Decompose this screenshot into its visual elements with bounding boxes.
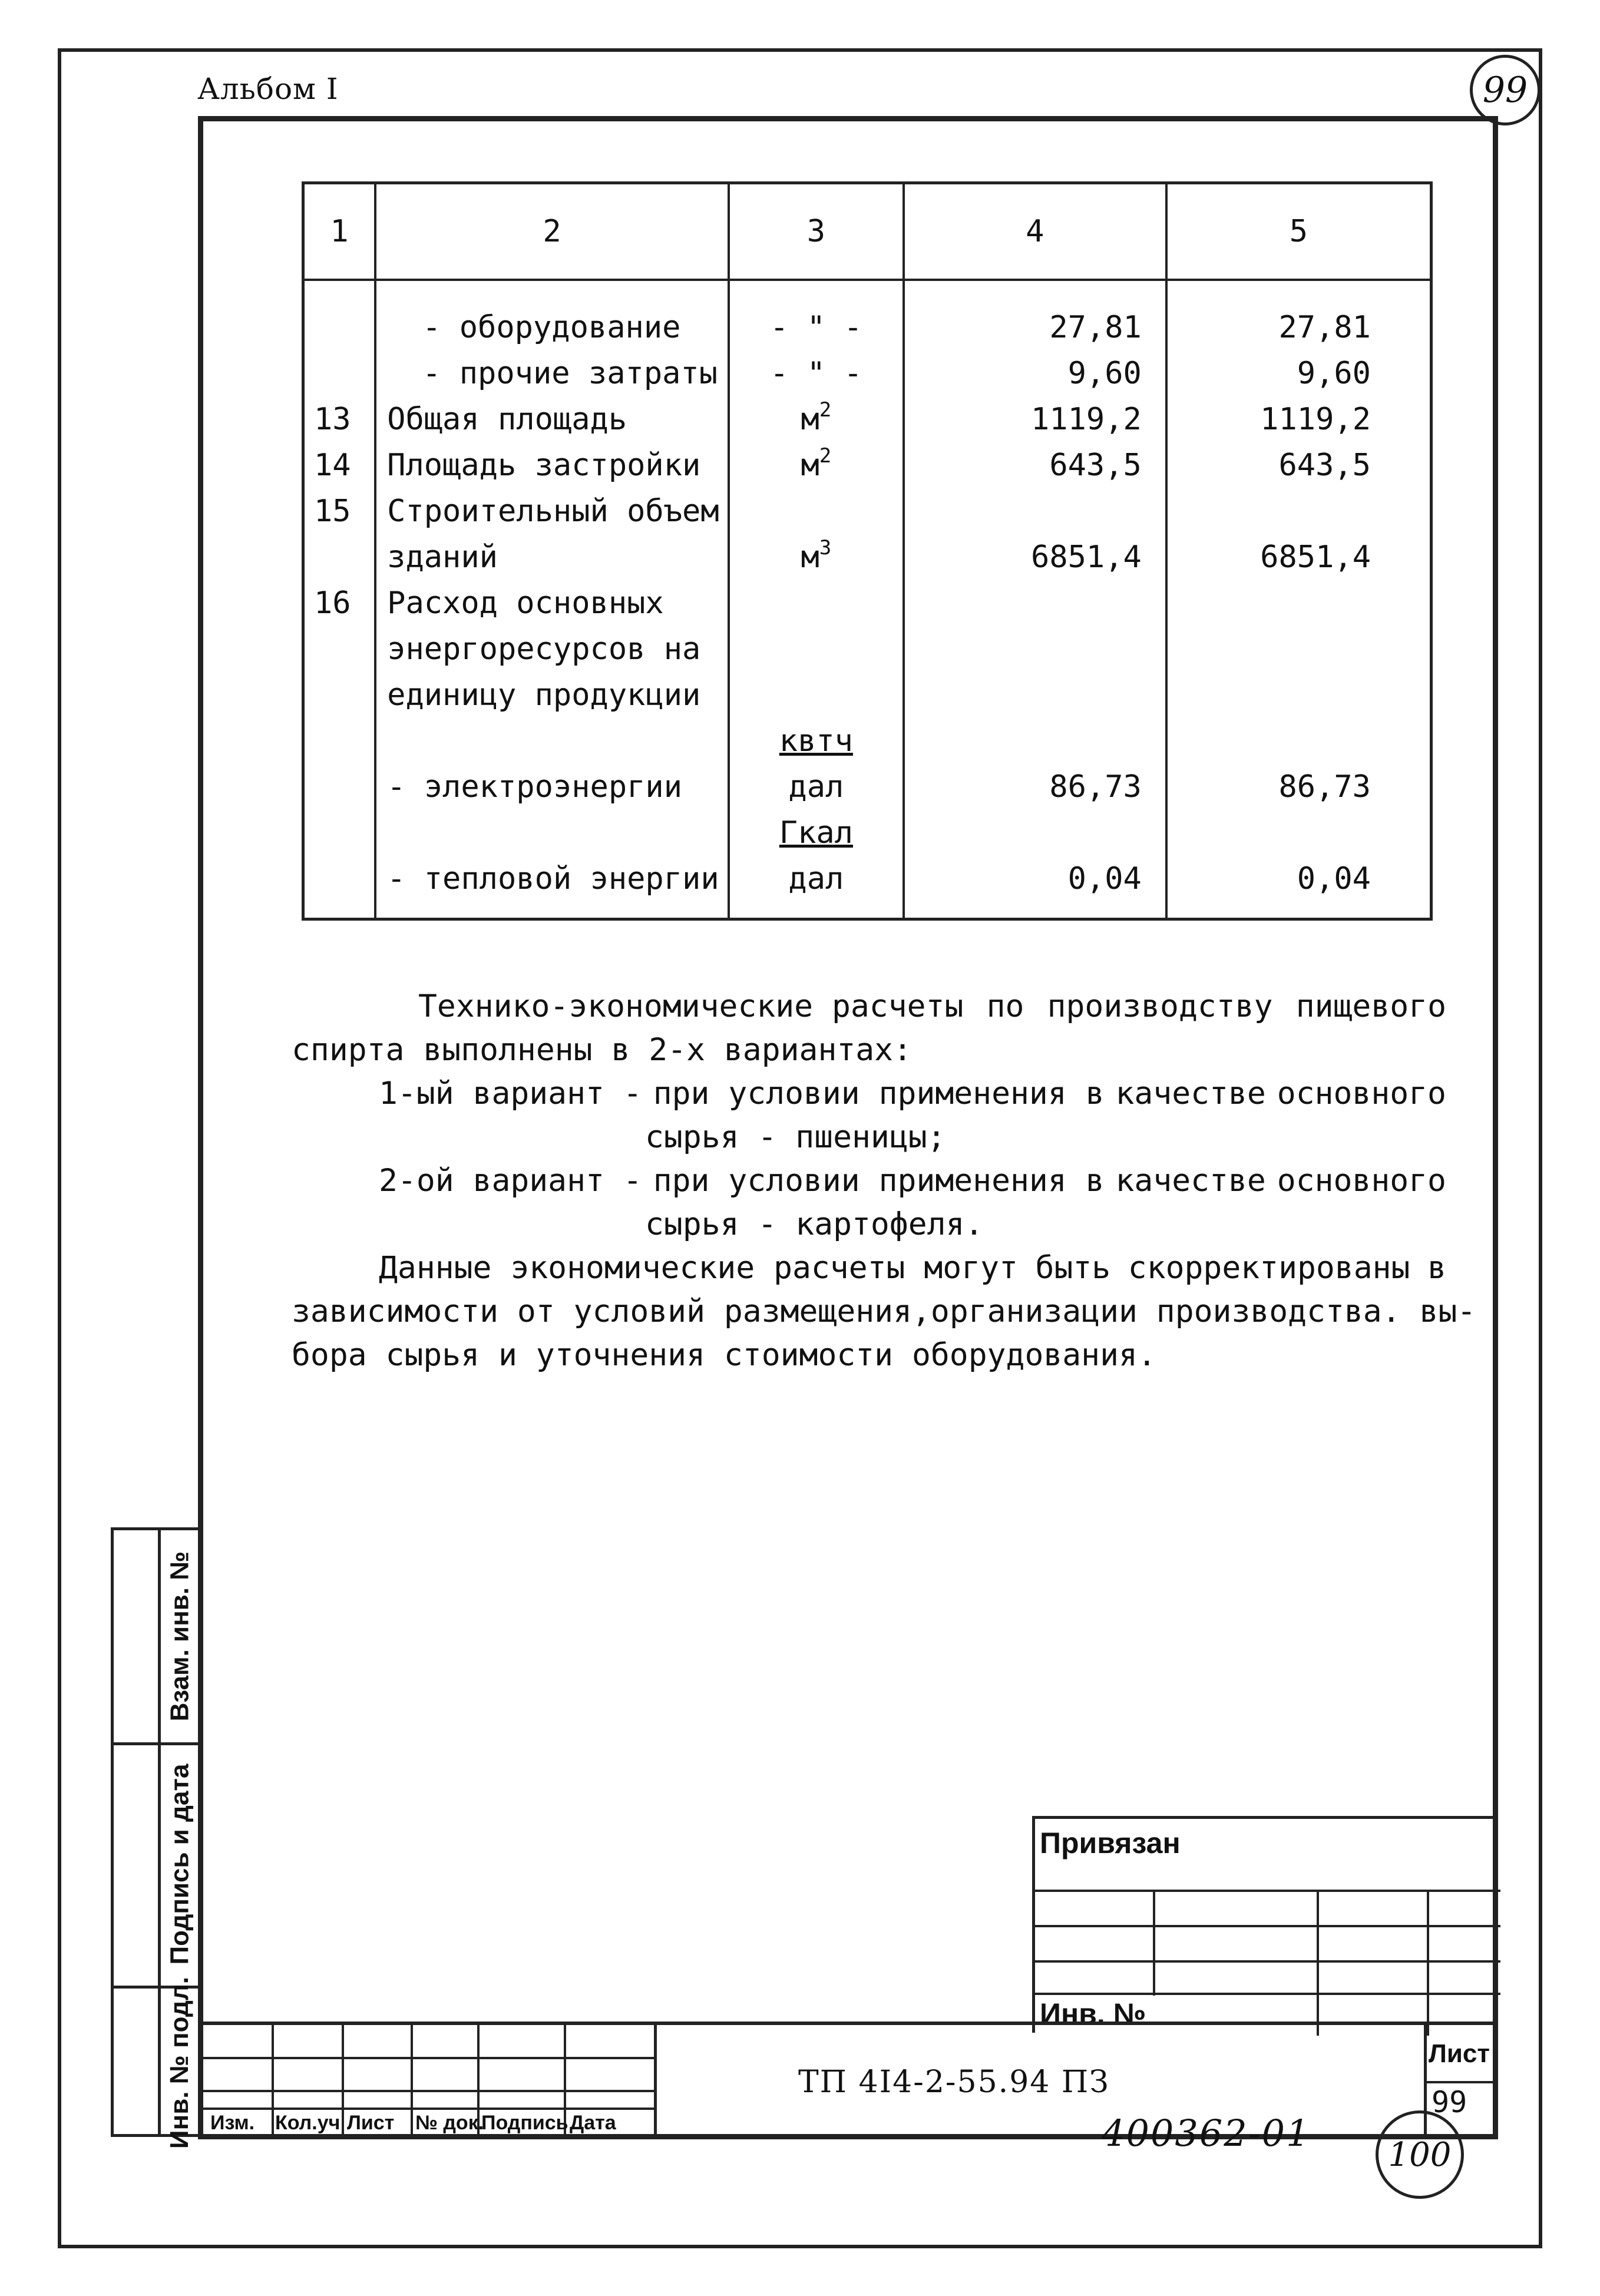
table-cell: 27,81 <box>1049 310 1142 345</box>
col-head-date: Дата <box>570 2112 616 2134</box>
table-cell: 15 <box>314 494 351 529</box>
text-line: бора сырья и уточнения стоимости оборудования. <box>292 1337 1156 1373</box>
table-cell: $м^3$ <box>801 536 832 575</box>
variant-1-cont: сырья - пшеницы; <box>645 1119 946 1155</box>
table-cell: энергоресурсов на <box>387 631 701 667</box>
table-cell <box>305 305 374 350</box>
table-header-row <box>303 183 1432 280</box>
table-cell <box>376 718 728 764</box>
table-cell <box>305 626 374 672</box>
explanatory-text <box>292 985 1476 1377</box>
table-cell <box>305 672 374 718</box>
table-cell <box>905 672 1165 718</box>
variant-1-line: 1-ый вариант - при условии применения в качестве основного <box>379 1076 1446 1111</box>
table-cell <box>305 534 374 580</box>
col-header-5: 5 <box>1166 183 1432 280</box>
table-cell: 86,73 <box>1278 769 1371 805</box>
table-cell: 9,60 <box>1297 356 1371 391</box>
col-header-4: 4 <box>904 183 1166 280</box>
table-cell <box>305 810 374 856</box>
col-header-1: 1 <box>303 183 376 280</box>
table-cell: 16 <box>314 585 351 621</box>
unit-exponent: 3 <box>819 536 832 560</box>
table-cell: Расход основных <box>387 585 664 621</box>
col-indicator <box>375 280 729 919</box>
table-cell <box>305 764 374 810</box>
table-cell: 6851,4 <box>1031 540 1142 575</box>
table-cell: - прочие затраты <box>422 356 718 391</box>
col-head-sheet: Лист <box>347 2112 395 2134</box>
table-cell: дал <box>788 769 844 805</box>
col-value-b <box>1166 280 1432 919</box>
album-label: Альбом I <box>197 72 339 106</box>
page-number-bottom: 100 <box>1376 2110 1464 2199</box>
side-label-replaced-inv: Взам. инв. № <box>165 1551 194 1722</box>
table-cell <box>305 350 374 396</box>
table-cell: Строительный объем <box>387 494 719 529</box>
table-cell: - " - <box>770 356 862 391</box>
table-cell: зданий <box>387 540 498 575</box>
table-cell: - тепловой энергии <box>387 861 719 896</box>
table-cell: 86,73 <box>1049 769 1142 805</box>
table-cell: 1119,2 <box>1260 402 1371 437</box>
table-cell: дал <box>788 861 844 896</box>
table-cell <box>905 488 1165 534</box>
table-cell: - " - <box>770 310 862 345</box>
table-cell <box>1168 718 1430 764</box>
table-cell: 14 <box>314 448 351 483</box>
table-cell <box>1168 672 1430 718</box>
table-cell: 9,60 <box>1067 356 1142 391</box>
table-cell: 6851,4 <box>1260 540 1371 575</box>
side-label-signature-date: Подпись и дата <box>165 1764 194 1964</box>
side-signature-strip <box>111 1527 198 2149</box>
table-cell: 0,04 <box>1067 861 1142 896</box>
table-cell <box>1168 580 1430 626</box>
table-cell: $м^2$ <box>801 398 832 437</box>
table-cell <box>1168 810 1430 856</box>
col-number <box>303 280 376 919</box>
table-cell: - электроэнергии <box>387 769 683 805</box>
binding-stamp <box>1032 1816 1497 2033</box>
table-cell: Гкал <box>779 815 853 851</box>
table-cell: Общая площадь <box>387 402 627 437</box>
unit-exponent: 2 <box>819 444 832 468</box>
variant-2-cont: сырья - картофеля. <box>645 1206 984 1242</box>
variant-2-line: 2-ой вариант - при условии применения в качестве основного <box>379 1163 1446 1199</box>
table-cell: $м^2$ <box>801 444 832 483</box>
text-line: спирта выполнены в 2-х вариантах: <box>292 1032 912 1068</box>
table-cell <box>905 810 1165 856</box>
col-head-doc: № док. <box>415 2112 484 2134</box>
col-unit <box>729 280 904 919</box>
sheet-label: Лист <box>1429 2039 1490 2068</box>
table-cell: 13 <box>314 402 351 437</box>
archive-number: 400362-01 <box>1102 2112 1311 2155</box>
table-cell: единицу продукции <box>387 677 701 713</box>
table-cell: 27,81 <box>1278 310 1371 345</box>
table-cell: 1119,2 <box>1031 402 1142 437</box>
table-cell: 643,5 <box>1278 448 1371 483</box>
col-value-a <box>904 280 1166 919</box>
table-cell <box>1168 626 1430 672</box>
table-cell: 643,5 <box>1049 448 1142 483</box>
inv-number-label: Инв. № <box>1040 1997 1146 2030</box>
table-body-row <box>303 280 1432 919</box>
table-cell: Площадь застройки <box>387 448 701 483</box>
table-cell <box>730 672 903 718</box>
table-cell <box>905 580 1165 626</box>
indicators-table <box>302 181 1433 921</box>
table-cell <box>376 810 728 856</box>
table-cell <box>305 718 374 764</box>
text-line: зависимости от условий размещения, организации производства. вы- <box>292 1293 1476 1329</box>
col-head-qty: Кол.уч <box>275 2112 341 2134</box>
page-number-top: 99 <box>1470 55 1541 125</box>
sheet-number: 99 <box>1432 2085 1467 2119</box>
table-cell <box>1168 488 1430 534</box>
table-cell: квтч <box>779 723 853 759</box>
table-cell <box>730 488 903 534</box>
table-cell <box>730 580 903 626</box>
table-cell <box>905 718 1165 764</box>
col-head-signature: Подпись <box>481 2112 568 2134</box>
document-code: ТП 4I4-2-55.94 ПЗ <box>798 2065 1110 2100</box>
text-line: Технико-экономические расчеты по производству пищевого <box>418 988 1446 1024</box>
text-line: Данные экономические расчеты могут быть скорректированы в <box>379 1250 1446 1286</box>
col-header-3: 3 <box>729 183 904 280</box>
col-head-change: Изм. <box>210 2112 255 2134</box>
table-cell <box>305 856 374 902</box>
table-cell: 0,04 <box>1297 861 1371 896</box>
stamp-label: Привязан <box>1040 1827 1181 1860</box>
table-cell <box>730 626 903 672</box>
col-header-2: 2 <box>375 183 729 280</box>
table-cell: - оборудование <box>422 310 681 345</box>
unit-exponent: 2 <box>819 398 832 422</box>
table-cell <box>905 626 1165 672</box>
side-label-original-inv: Инв. № подл. <box>165 1977 194 2149</box>
